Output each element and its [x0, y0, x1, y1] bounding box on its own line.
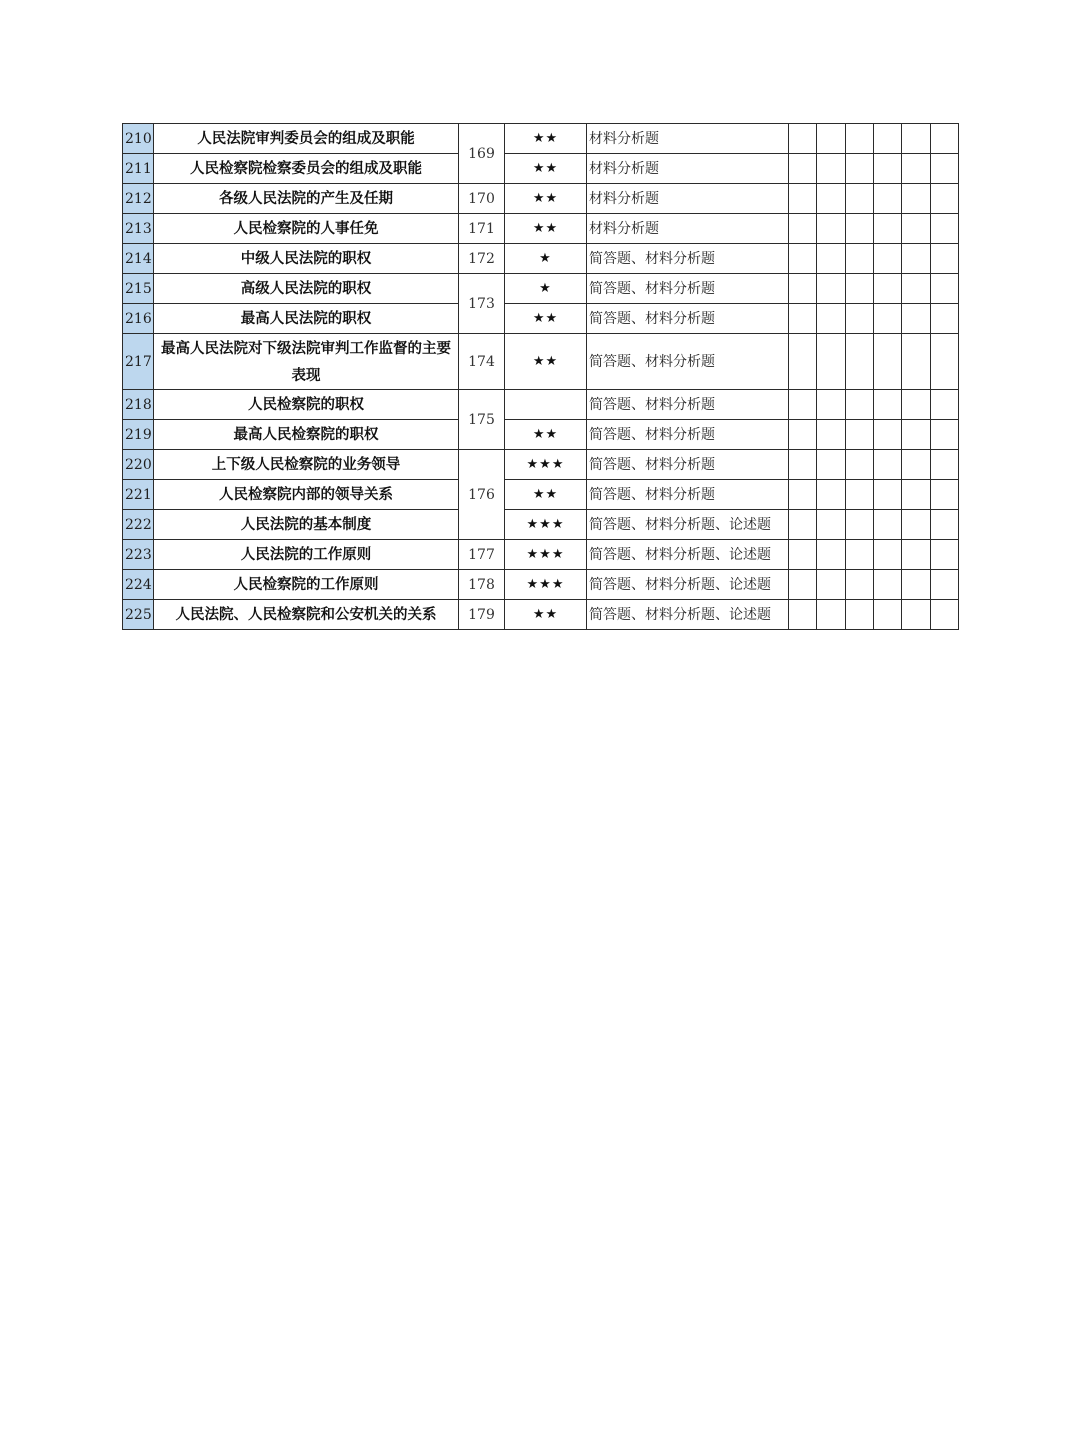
importance-stars: ★★★ — [505, 570, 587, 600]
topic-cell: 人民检察院的人事任免 — [154, 214, 459, 244]
question-type-cell: 材料分析题 — [587, 214, 789, 244]
row-number: 217 — [123, 334, 154, 390]
page-cell: 179 — [459, 600, 505, 630]
blank-cell — [874, 570, 902, 600]
blank-cell — [817, 420, 846, 450]
blank-cell — [789, 244, 817, 274]
blank-cell — [874, 390, 902, 420]
blank-cell — [817, 600, 846, 630]
blank-cell — [789, 274, 817, 304]
blank-cell — [931, 154, 959, 184]
blank-cell — [817, 450, 846, 480]
blank-cell — [817, 184, 846, 214]
blank-cell — [817, 154, 846, 184]
question-type-cell: 简答题、材料分析题、论述题 — [587, 510, 789, 540]
question-type-cell: 简答题、材料分析题 — [587, 304, 789, 334]
blank-cell — [874, 450, 902, 480]
blank-cell — [874, 214, 902, 244]
row-number: 211 — [123, 154, 154, 184]
row-number: 220 — [123, 450, 154, 480]
blank-cell — [902, 450, 931, 480]
topic-cell: 各级人民法院的产生及任期 — [154, 184, 459, 214]
blank-cell — [902, 274, 931, 304]
blank-cell — [902, 214, 931, 244]
table-row — [123, 304, 959, 334]
importance-stars: ★★★ — [505, 510, 587, 540]
blank-cell — [874, 274, 902, 304]
importance-stars: ★★★ — [505, 450, 587, 480]
blank-cell — [874, 510, 902, 540]
blank-cell — [902, 184, 931, 214]
topic-cell: 上下级人民检察院的业务领导 — [154, 450, 459, 480]
blank-cell — [931, 244, 959, 274]
row-number: 213 — [123, 214, 154, 244]
table-row — [123, 450, 959, 480]
blank-cell — [902, 600, 931, 630]
question-type-cell: 材料分析题 — [587, 154, 789, 184]
page-cell: 174 — [459, 334, 505, 390]
blank-cell — [902, 570, 931, 600]
table-row — [123, 124, 959, 154]
page-cell: 178 — [459, 570, 505, 600]
importance-stars: ★★ — [505, 600, 587, 630]
blank-cell — [874, 244, 902, 274]
blank-cell — [931, 214, 959, 244]
blank-cell — [846, 244, 874, 274]
importance-stars — [505, 390, 587, 420]
blank-cell — [931, 334, 959, 390]
question-type-cell: 简答题、材料分析题 — [587, 274, 789, 304]
table-row — [123, 274, 959, 304]
blank-cell — [874, 154, 902, 184]
row-number: 225 — [123, 600, 154, 630]
row-number: 219 — [123, 420, 154, 450]
blank-cell — [817, 124, 846, 154]
importance-stars: ★★ — [505, 214, 587, 244]
topic-cell: 人民法院、人民检察院和公安机关的关系 — [154, 600, 459, 630]
blank-cell — [817, 480, 846, 510]
table-row — [123, 420, 959, 450]
importance-stars: ★★ — [505, 184, 587, 214]
blank-cell — [789, 214, 817, 244]
question-type-cell: 简答题、材料分析题 — [587, 390, 789, 420]
blank-cell — [902, 124, 931, 154]
row-number: 224 — [123, 570, 154, 600]
blank-cell — [789, 304, 817, 334]
row-number: 214 — [123, 244, 154, 274]
table-row — [123, 184, 959, 214]
blank-cell — [846, 600, 874, 630]
table-row — [123, 510, 959, 540]
page-cell: 170 — [459, 184, 505, 214]
blank-cell — [931, 304, 959, 334]
blank-cell — [931, 600, 959, 630]
blank-cell — [874, 334, 902, 390]
row-number: 223 — [123, 540, 154, 570]
topic-cell: 人民检察院的工作原则 — [154, 570, 459, 600]
table-row — [123, 334, 959, 390]
blank-cell — [789, 334, 817, 390]
blank-cell — [817, 244, 846, 274]
blank-cell — [817, 570, 846, 600]
row-number: 216 — [123, 304, 154, 334]
blank-cell — [846, 124, 874, 154]
blank-cell — [846, 214, 874, 244]
blank-cell — [874, 124, 902, 154]
page-cell: 172 — [459, 244, 505, 274]
blank-cell — [931, 184, 959, 214]
blank-cell — [789, 480, 817, 510]
blank-cell — [846, 154, 874, 184]
importance-stars: ★★ — [505, 124, 587, 154]
blank-cell — [846, 510, 874, 540]
blank-cell — [846, 334, 874, 390]
blank-cell — [874, 304, 902, 334]
topic-cell: 人民检察院检察委员会的组成及职能 — [154, 154, 459, 184]
importance-stars: ★★ — [505, 154, 587, 184]
importance-stars: ★ — [505, 274, 587, 304]
page-cell: 177 — [459, 540, 505, 570]
question-type-cell: 简答题、材料分析题 — [587, 244, 789, 274]
blank-cell — [931, 274, 959, 304]
table-row — [123, 600, 959, 630]
blank-cell — [817, 540, 846, 570]
blank-cell — [931, 510, 959, 540]
blank-cell — [902, 510, 931, 540]
row-number: 210 — [123, 124, 154, 154]
blank-cell — [902, 304, 931, 334]
question-type-cell: 简答题、材料分析题、论述题 — [587, 600, 789, 630]
blank-cell — [817, 510, 846, 540]
topic-cell: 高级人民法院的职权 — [154, 274, 459, 304]
question-type-cell: 简答题、材料分析题、论述题 — [587, 570, 789, 600]
question-type-cell: 材料分析题 — [587, 184, 789, 214]
blank-cell — [789, 124, 817, 154]
blank-cell — [931, 390, 959, 420]
blank-cell — [902, 390, 931, 420]
page-cell: 169 — [459, 124, 505, 184]
row-number: 222 — [123, 510, 154, 540]
page-cell: 173 — [459, 274, 505, 334]
row-number: 212 — [123, 184, 154, 214]
blank-cell — [817, 214, 846, 244]
blank-cell — [874, 480, 902, 510]
blank-cell — [931, 420, 959, 450]
blank-cell — [789, 154, 817, 184]
blank-cell — [817, 390, 846, 420]
blank-cell — [846, 540, 874, 570]
row-number: 218 — [123, 390, 154, 420]
topic-cell: 最高人民检察院的职权 — [154, 420, 459, 450]
question-type-cell: 简答题、材料分析题 — [587, 420, 789, 450]
blank-cell — [846, 420, 874, 450]
topic-cell: 人民检察院的职权 — [154, 390, 459, 420]
blank-cell — [789, 450, 817, 480]
table-row — [123, 390, 959, 420]
question-type-cell: 简答题、材料分析题 — [587, 334, 789, 390]
blank-cell — [874, 420, 902, 450]
page-cell: 176 — [459, 450, 505, 540]
question-type-cell: 简答题、材料分析题 — [587, 450, 789, 480]
blank-cell — [902, 244, 931, 274]
question-type-cell: 简答题、材料分析题、论述题 — [587, 540, 789, 570]
blank-cell — [902, 334, 931, 390]
table-row — [123, 154, 959, 184]
blank-cell — [817, 304, 846, 334]
blank-cell — [846, 304, 874, 334]
topic-cell: 最高人民法院对下级法院审判工作监督的主要表现 — [154, 334, 459, 390]
table-row — [123, 480, 959, 510]
topic-cell: 最高人民法院的职权 — [154, 304, 459, 334]
blank-cell — [902, 154, 931, 184]
blank-cell — [789, 510, 817, 540]
table-row — [123, 570, 959, 600]
topic-cell: 中级人民法院的职权 — [154, 244, 459, 274]
table-row — [123, 540, 959, 570]
blank-cell — [931, 540, 959, 570]
blank-cell — [931, 450, 959, 480]
table-row — [123, 244, 959, 274]
importance-stars: ★ — [505, 244, 587, 274]
page-cell: 175 — [459, 390, 505, 450]
importance-stars: ★★ — [505, 334, 587, 390]
blank-cell — [789, 390, 817, 420]
blank-cell — [874, 540, 902, 570]
blank-cell — [902, 540, 931, 570]
question-type-cell: 材料分析题 — [587, 124, 789, 154]
row-number: 221 — [123, 480, 154, 510]
blank-cell — [931, 124, 959, 154]
blank-cell — [902, 480, 931, 510]
blank-cell — [789, 184, 817, 214]
topic-cell: 人民检察院内部的领导关系 — [154, 480, 459, 510]
row-number: 215 — [123, 274, 154, 304]
question-type-cell: 简答题、材料分析题 — [587, 480, 789, 510]
importance-stars: ★★ — [505, 420, 587, 450]
topic-cell: 人民法院的工作原则 — [154, 540, 459, 570]
blank-cell — [817, 334, 846, 390]
blank-cell — [817, 274, 846, 304]
blank-cell — [789, 540, 817, 570]
blank-cell — [789, 600, 817, 630]
blank-cell — [789, 420, 817, 450]
blank-cell — [846, 184, 874, 214]
blank-cell — [846, 274, 874, 304]
topic-cell: 人民法院的基本制度 — [154, 510, 459, 540]
blank-cell — [846, 570, 874, 600]
blank-cell — [846, 480, 874, 510]
blank-cell — [902, 420, 931, 450]
blank-cell — [846, 390, 874, 420]
blank-cell — [931, 480, 959, 510]
table-row — [123, 214, 959, 244]
importance-stars: ★★ — [505, 480, 587, 510]
knowledge-point-table — [122, 123, 959, 630]
topic-cell: 人民法院审判委员会的组成及职能 — [154, 124, 459, 154]
importance-stars: ★★ — [505, 304, 587, 334]
blank-cell — [874, 184, 902, 214]
blank-cell — [846, 450, 874, 480]
blank-cell — [874, 600, 902, 630]
page-cell: 171 — [459, 214, 505, 244]
blank-cell — [931, 570, 959, 600]
importance-stars: ★★★ — [505, 540, 587, 570]
blank-cell — [789, 570, 817, 600]
